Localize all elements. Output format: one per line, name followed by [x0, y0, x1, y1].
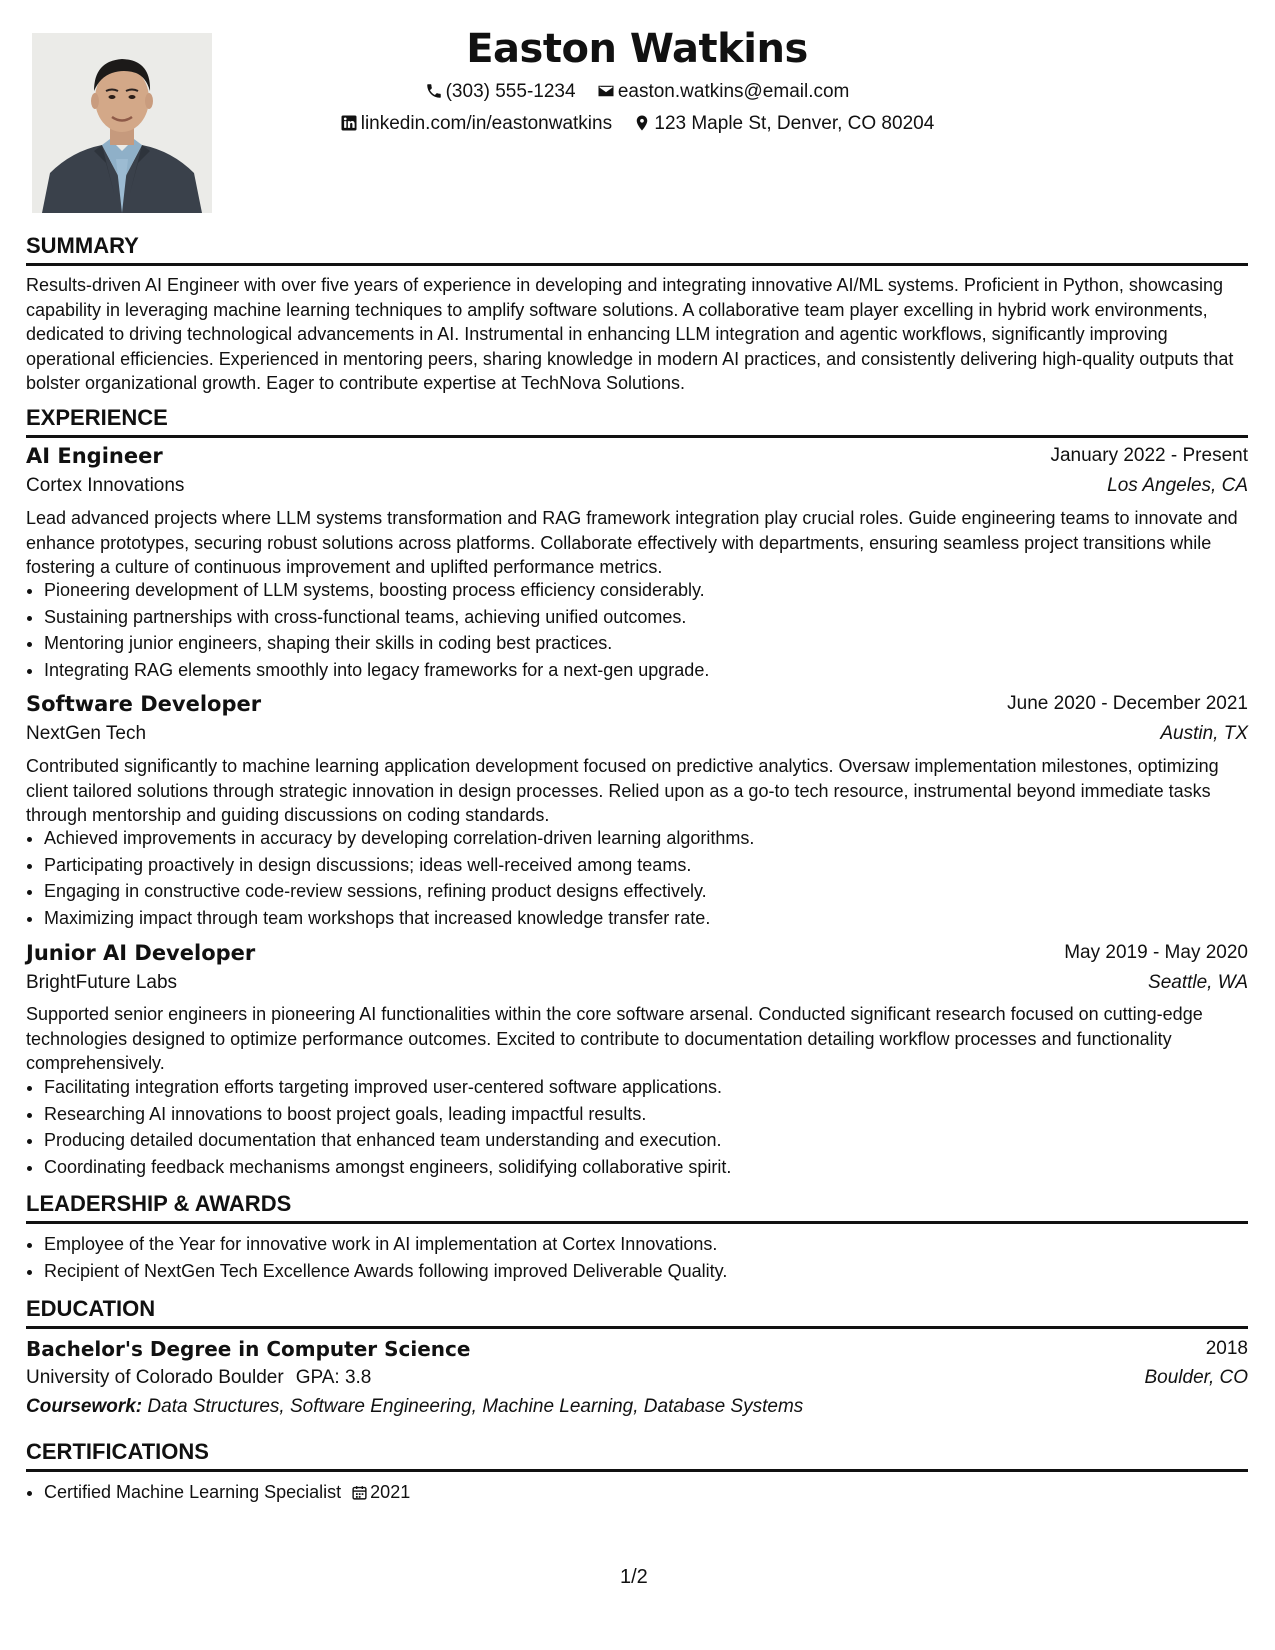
list-item: • Engaging in constructive code-review sessions, refining product designs effectively. — [44, 878, 1266, 905]
job-bullets — [26, 825, 1266, 931]
summary-heading: SUMMARY — [26, 233, 1248, 266]
cert-name: Certified Machine Learning Specialist — [44, 1482, 342, 1502]
list-item: • Integrating RAG elements smoothly into legacy frameworks for a next-gen upgrade. — [44, 657, 1266, 684]
job-location: Seattle, WA — [1148, 972, 1248, 993]
job-dates: January 2022 - Present — [1050, 445, 1248, 466]
gpa: GPA: 3.8 — [295, 1367, 372, 1388]
list-item — [44, 1479, 1266, 1506]
degree-title: Bachelor's Degree in Computer Science — [26, 1337, 471, 1361]
job-title: AI Engineer — [26, 444, 163, 468]
school-name: University of Colorado Boulder — [26, 1367, 284, 1388]
phone-contact[interactable] — [425, 80, 576, 104]
job-dates: June 2020 - December 2021 — [1007, 693, 1248, 714]
calendar-icon — [351, 1484, 368, 1501]
job-description: Lead advanced projects where LLM systems transformation and RAG framework integration play crucial roles. Guide engineering teams to innovate and enhance prototypes, securing robust solutions across platforms. Collaborate effectively with departments, ensuring seamless project transitions while fostering a culture of continuous improvement and uplifted performance metrics. — [26, 508, 1238, 577]
job-company: BrightFuture Labs — [26, 972, 178, 993]
job-location: Los Angeles, CA — [1107, 475, 1248, 496]
coursework-list: Data Structures, Software Engineering, Machine Learning, Database Systems — [147, 1396, 804, 1417]
job-company: Cortex Innovations — [26, 475, 185, 496]
linkedin-text: linkedin.com/in/eastonwatkins — [360, 113, 613, 134]
list-item: • Researching AI innovations to boost project goals, leading impactful results. — [44, 1101, 1266, 1128]
education-year: 2018 — [1205, 1338, 1248, 1359]
certifications-heading: CERTIFICATIONS — [26, 1439, 1248, 1472]
phone-text: (303) 555-1234 — [445, 81, 576, 102]
list-item: • Pioneering development of LLM systems, boosting process efficiency considerably. — [44, 577, 1266, 604]
address-text: 123 Maple St, Denver, CO 80204 — [654, 113, 935, 134]
candidate-name: Easton Watkins — [466, 26, 808, 72]
map-pin-icon — [633, 114, 651, 132]
coursework — [26, 1394, 803, 1420]
certifications-list — [26, 1479, 1266, 1506]
list-item: • Achieved improvements in accuracy by developing correlation-driven learning algorithms. — [44, 825, 1266, 852]
contact-row-2 — [26, 112, 1248, 136]
job-dates: May 2019 - May 2020 — [1064, 942, 1248, 963]
envelope-icon — [597, 82, 615, 100]
list-item: • Participating proactively in design discussions; ideas well-received among teams. — [44, 852, 1266, 879]
list-item: • Employee of the Year for innovative work in AI implementation at Cortex Innovations. — [44, 1231, 1266, 1258]
list-item: • Facilitating integration efforts targeting improved user-centered software applications. — [44, 1074, 1266, 1101]
address-contact — [633, 112, 934, 136]
coursework-label: Coursework: — [26, 1396, 143, 1417]
job-description: Contributed significantly to machine learning application development focused on predictive analytics. Oversaw implementation milestones, optimizing client tailored solutions through strategic innovation in design processes. Relied upon as a go-to tech resource, instrumental beyond immediate tasks through mentorship and guiding discussions on coding standards. — [26, 756, 1219, 825]
job-title: Software Developer — [26, 692, 262, 716]
page-number: 1/2 — [620, 1566, 648, 1588]
email-contact[interactable] — [597, 80, 850, 104]
education-school-line — [26, 1365, 371, 1391]
job-bullets — [26, 577, 1266, 683]
education-heading: EDUCATION — [26, 1296, 1248, 1329]
cert-year: 2021 — [370, 1482, 411, 1502]
contact-row-1 — [26, 80, 1248, 104]
list-item: • Sustaining partnerships with cross-functional teams, achieving unified outcomes. — [44, 604, 1266, 631]
leadership-list — [26, 1231, 1266, 1284]
linkedin-icon — [340, 114, 358, 132]
education-location: Boulder, CO — [1144, 1367, 1248, 1388]
linkedin-contact[interactable] — [340, 112, 612, 136]
list-item: • Coordinating feedback mechanisms amongst engineers, solidifying collaborative spirit. — [44, 1154, 1266, 1181]
experience-heading: EXPERIENCE — [26, 405, 1248, 438]
list-item: • Maximizing impact through team workshops that increased knowledge transfer rate. — [44, 905, 1266, 932]
email-text: easton.watkins@email.com — [617, 81, 850, 102]
job-bullets — [26, 1074, 1266, 1180]
job-location: Austin, TX — [1160, 723, 1248, 744]
phone-icon — [425, 82, 443, 100]
list-item: • Recipient of NextGen Tech Excellence Awards following improved Deliverable Quality. — [44, 1258, 1266, 1285]
leadership-heading: LEADERSHIP & AWARDS — [26, 1191, 1248, 1224]
list-item: • Mentoring junior engineers, shaping their skills in coding best practices. — [44, 630, 1266, 657]
list-item: • Producing detailed documentation that enhanced team understanding and execution. — [44, 1127, 1266, 1154]
summary-text: Results-driven AI Engineer with over five years of experience in developing and integrating innovative AI/ML systems. Proficient in Python, showcasing capability in leveraging machine learning techniques to amplify software solutions. A collaborative team player excelling in hybrid work environments, dedicated to driving technological advancements in AI. Instrumental in enhancing LLM integration and agentic workflows, significantly improving operational efficiencies. Experienced in mentoring peers, sharing knowledge in modern AI practices, and consistently delivering high-quality outputs that bolster organizational growth. Eager to contribute expertise at TechNova Solutions. — [26, 275, 1234, 393]
job-description: Supported senior engineers in pioneering AI functionalities within the core software arsenal. Conducted significant research focused on cutting-edge technologies designed to optimize performance outcomes. Excited to contribute to documentation detailing workflow processes and functionality comprehensively. — [26, 1004, 1203, 1073]
job-company: NextGen Tech — [26, 723, 147, 744]
job-title: Junior AI Developer — [26, 941, 256, 965]
